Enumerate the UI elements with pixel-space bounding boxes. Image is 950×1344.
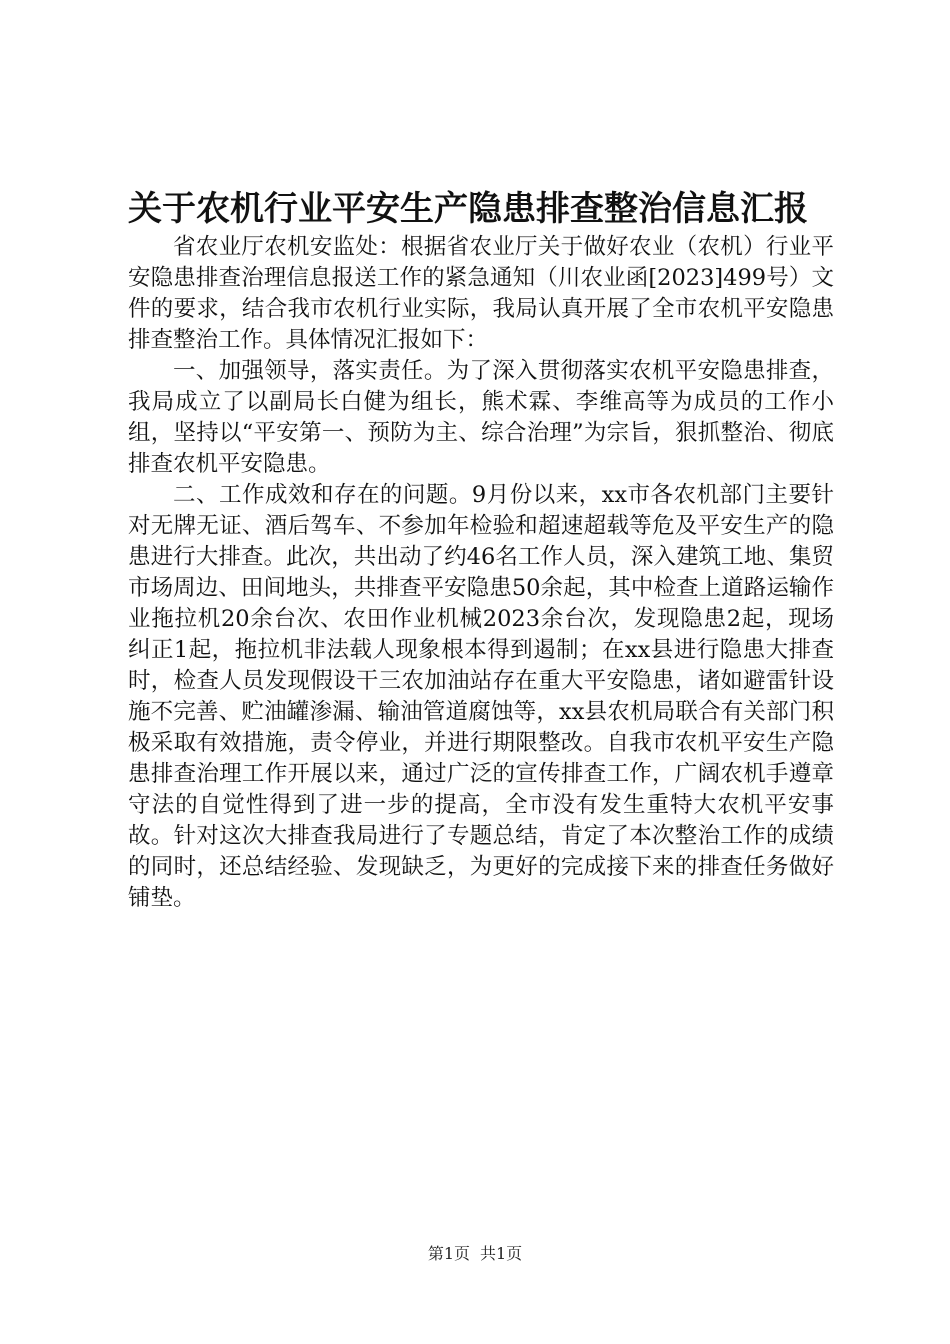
page-number: 第1页 <box>427 1244 470 1263</box>
document-body <box>128 232 834 914</box>
paragraph-intro: 省农业厅农机安监处：根据省农业厅关于做好农业（农机）行业平安隐患排查治理信息报送工作的紧急通知（川农业函[2023]499号）文件的要求，结合我市农机行业实际，我局认真开展了全市农机平安隐患排查整治工作。具体情况汇报如下： <box>128 234 834 353</box>
page-total: 共1页 <box>480 1244 523 1263</box>
paragraph-section-1: 一、加强领导，落实责任。为了深入贯彻落实农机平安隐患排查，我局成立了以副局长白健为组长，熊术霖、李维高等为成员的工作小组，坚持以“平安第一、预防为主、综合治理”为宗旨，狠抓整治、彻底排查农机平安隐患。 <box>128 358 834 477</box>
paragraph-section-2: 二、工作成效和存在的问题。9月份以来，xx市各农机部门主要针对无牌无证、酒后驾车、不参加年检验和超速超载等危及平安生产的隐患进行大排查。此次，共出动了约46名工作人员，深入建筑工地、集贸市场周边、田间地头，共排查平安隐患50余起，其中检查上道路运输作业拖拉机20余台次、农田作业机械2023余台次，发现隐患2起，现场纠正1起，拖拉机非法载人现象根本得到遏制；在xx县进行隐患大排查时，检查人员发现假设干三农加油站存在重大平安隐患，诸如避雷针设施不完善、贮油罐渗漏、输油管道腐蚀等，xx县农机局联合有关部门积极采取有效措施，责令停业，并进行期限整改。自我市农机平安生产隐患排查治理工作开展以来，通过广泛的宣传排查工作，广阔农机手遵章守法的自觉性得到了进一步的提高，全市没有发生重特大农机平安事故。针对这次大排查我局进行了专题总结，肯定了本次整治工作的成绩的同时，还总结经验、发现缺乏，为更好的完成接下来的排查任务做好铺垫。 <box>128 482 834 911</box>
page-footer <box>0 1243 950 1265</box>
document-title: 关于农机行业平安生产隐患排查整治信息汇报 <box>128 189 808 229</box>
